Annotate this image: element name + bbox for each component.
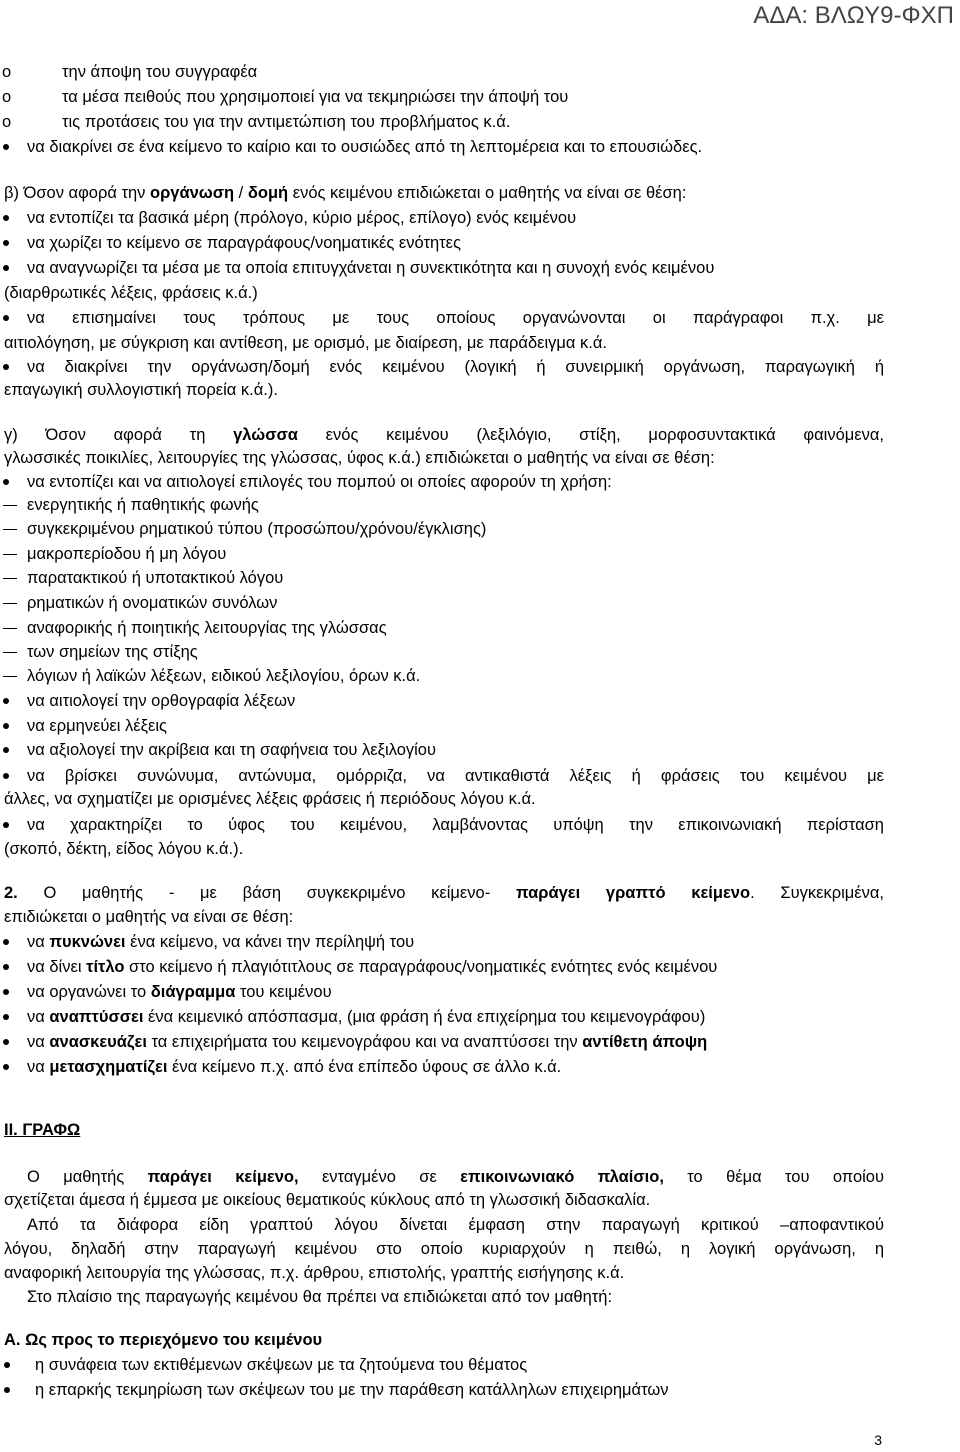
text-line: λόγου, δηλαδή στην παραγωγή κειμένου στο οποίο κυριαρχούν η πειθώ, η λογική οργάνωση, η xyxy=(4,1240,884,1258)
bullet-icon xyxy=(3,989,9,995)
text-line: Α. Ως προς το περιεχόμενο του κειμένου xyxy=(4,1331,323,1349)
dash-bullet-icon xyxy=(3,505,17,506)
bullet-icon xyxy=(3,698,9,704)
text-line: να ερμηνεύει λέξεις xyxy=(27,717,168,735)
text-line: αναφορική λειτουργία της γλώσσας, π.χ. άρθρου, επιστολής, γραπτής εισήγησης κ.ά. xyxy=(4,1264,625,1282)
bullet-icon xyxy=(3,773,9,779)
dash-bullet-icon xyxy=(3,554,17,555)
text-line: επιδιώκεται ο μαθητής να είναι σε θέση: xyxy=(4,908,294,926)
text-line: να χωρίζει το κείμενο σε παραγράφους/νοηματικές ενότητες xyxy=(27,234,461,252)
text-line: να οργανώνει το διάγραμμα του κειμένου xyxy=(27,983,332,1001)
bullet-icon xyxy=(3,1064,9,1070)
bullet-icon xyxy=(3,747,9,753)
text-line: ρηματικών ή ονοματικών συνόλων xyxy=(27,594,278,612)
dash-bullet-icon xyxy=(3,529,17,530)
bullet-icon xyxy=(3,144,9,150)
text-line: Ο μαθητής παράγει κείμενο, ενταγμένο σε επικοινωνιακό πλαίσιο, το θέμα του οποίου xyxy=(27,1168,884,1186)
text-line: (διαρθρωτικές λέξεις, φράσεις κ.ά.) xyxy=(4,284,258,302)
text-line: σχετίζεται άμεσα ή έμμεσα με οικείους θεματικούς κύκλους από τη γλωσσική διδασκαλία. xyxy=(4,1191,651,1209)
circle-bullet-icon: o xyxy=(2,63,12,81)
text-line: να αναπτύσσει ένα κειμενικό απόσπασμα, (μια φράση ή ένα επιχείρημα του κειμενογράφου) xyxy=(27,1008,706,1026)
text-line: να ανασκευάζει τα επιχειρήματα του κειμενογράφου και να αναπτύσσει την αντίθετη άποψη xyxy=(27,1033,708,1051)
bullet-icon xyxy=(3,215,9,221)
text-line: Από τα διάφορα είδη γραπτού λόγου δίνεται έμφαση στην παραγωγή κριτικού –αποφαντικού xyxy=(27,1216,884,1234)
text-line: (σκοπό, δέκτη, είδος λόγου κ.ά.). xyxy=(4,840,244,858)
text-line: να χαρακτηρίζει το ύφος του κειμένου, λαμβάνοντας υπόψη την επικοινωνιακή περίσταση xyxy=(27,816,884,834)
text-line: να βρίσκει συνώνυμα, αντώνυμα, ομόρριζα, να αντικαθιστά λέξεις ή φράσεις του κειμένου με xyxy=(27,767,884,785)
text-line: να μετασχηματίζει ένα κείμενο π.χ. από ένα επίπεδο ύφους σε άλλο κ.ά. xyxy=(27,1058,562,1076)
text-line: γ) Όσον αφορά τη γλώσσα ενός κειμένου (λεξιλόγιο, στίξη, μορφοσυντακτικά φαινόμενα, xyxy=(4,426,884,444)
dash-bullet-icon xyxy=(3,628,17,629)
text-line: να αιτιολογεί την ορθογραφία λέξεων xyxy=(27,692,296,710)
bullet-icon xyxy=(3,1039,9,1045)
text-line: να πυκνώνει ένα κείμενο, να κάνει την περίληψή του xyxy=(27,933,415,951)
text-line: ΙΙ. ΓΡΑΦΩ xyxy=(4,1121,81,1139)
bullet-icon xyxy=(3,1014,9,1020)
text-line: γλωσσικές ποικιλίες, λειτουργίες της γλώσσας, ύφος κ.ά.) επιδιώκεται ο μαθητής να είναι σε θέση: xyxy=(4,449,715,467)
text-line: η συνάφεια των εκτιθέμενων σκέψεων με τα ζητούμενα του θέματος xyxy=(35,1356,528,1374)
text-line: τις προτάσεις του για την αντιμετώπιση του προβλήματος κ.ά. xyxy=(62,113,511,131)
page-number: 3 xyxy=(874,1432,882,1448)
dash-bullet-icon xyxy=(3,676,17,677)
dash-bullet-icon xyxy=(3,652,17,653)
text-line: των σημείων της στίξης xyxy=(27,643,198,661)
dash-bullet-icon xyxy=(3,578,17,579)
text-line: να εντοπίζει τα βασικά μέρη (πρόλογο, κύριο μέρος, επίλογο) ενός κειμένου xyxy=(27,209,577,227)
text-line: β) Όσον αφορά την οργάνωση / δομή ενός κειμένου επιδιώκεται ο μαθητής να είναι σε θέση: xyxy=(4,184,687,202)
text-line: να επισημαίνει τους τρόπους με τους οποίους οργανώνονται οι παράγραφοι π.χ. με xyxy=(27,309,884,327)
bullet-icon xyxy=(3,479,9,485)
dash-bullet-icon xyxy=(3,603,17,604)
bullet-icon xyxy=(3,364,9,370)
text-line: να δίνει τίτλο στο κείμενο ή πλαγιότιτλους σε παραγράφους/νοηματικές ενότητες ενός κειμένου xyxy=(27,958,718,976)
bullet-icon xyxy=(3,939,9,945)
text-line: 2. Ο μαθητής - με βάση συγκεκριμένο κείμενο- παράγει γραπτό κείμενο. Συγκεκριμένα, xyxy=(4,884,884,902)
document-code: ΑΔΑ: ΒΛΩΥ9-ΦΧΠ xyxy=(753,2,954,29)
text-line: επαγωγική συλλογιστική πορεία κ.ά.). xyxy=(4,381,278,399)
bullet-icon xyxy=(3,265,9,271)
text-line: να διακρίνει την οργάνωση/δομή ενός κειμένου (λογική ή συνειρμική οργάνωση, παραγωγική ή xyxy=(27,358,884,376)
text-line: άλλες, να σχηματίζει με ορισμένες λέξεις φράσεις ή περιόδους λόγου κ.ά. xyxy=(4,790,536,808)
text-line: συγκεκριμένου ρηματικού τύπου (προσώπου/χρόνου/έγκλισης) xyxy=(27,520,487,538)
circle-bullet-icon: o xyxy=(2,88,12,106)
text-line: αιτιολόγηση, με σύγκριση και αντίθεση, με ορισμό, με διαίρεση, με παράδειγμα κ.ά. xyxy=(4,334,607,352)
bullet-icon xyxy=(4,1362,10,1368)
bullet-icon xyxy=(4,1387,10,1393)
text-line: αναφορικής ή ποιητικής λειτουργίας της γλώσσας xyxy=(27,619,387,637)
text-line: παρατακτικού ή υποτακτικού λόγου xyxy=(27,569,284,587)
bullet-icon xyxy=(3,240,9,246)
circle-bullet-icon: o xyxy=(2,113,12,131)
text-line: να εντοπίζει και να αιτιολογεί επιλογές του πομπού οι οποίες αφορούν τη χρήση: xyxy=(27,473,612,491)
text-line: μακροπερίοδου ή μη λόγου xyxy=(27,545,227,563)
text-line: Στο πλαίσιο της παραγωγής κειμένου θα πρέπει να επιδιώκεται από τον μαθητή: xyxy=(27,1288,613,1306)
text-line: να αναγνωρίζει τα μέσα με τα οποία επιτυγχάνεται η συνεκτικότητα και η συνοχή ενός κειμένου xyxy=(27,259,715,277)
text-line: να διακρίνει σε ένα κείμενο το καίριο και το ουσιώδες από τη λεπτομέρεια και το επουσιώδες. xyxy=(27,138,703,156)
text-line: η επαρκής τεκμηρίωση των σκέψεων του με την παράθεση κατάλληλων επιχειρημάτων xyxy=(35,1381,669,1399)
bullet-icon xyxy=(3,723,9,729)
text-line: τα μέσα πειθούς που χρησιμοποιεί για να τεκμηριώσει την άποψή του xyxy=(62,88,569,106)
text-line: να αξιολογεί την ακρίβεια και τη σαφήνεια του λεξιλογίου xyxy=(27,741,436,759)
text-line: λόγιων ή λαϊκών λέξεων, ειδικού λεξιλογίου, όρων κ.ά. xyxy=(27,667,421,685)
text-line: ενεργητικής ή παθητικής φωνής xyxy=(27,496,259,514)
bullet-icon xyxy=(3,964,9,970)
text-line: την άποψη του συγγραφέα xyxy=(62,63,258,81)
bullet-icon xyxy=(3,315,9,321)
bullet-icon xyxy=(3,822,9,828)
